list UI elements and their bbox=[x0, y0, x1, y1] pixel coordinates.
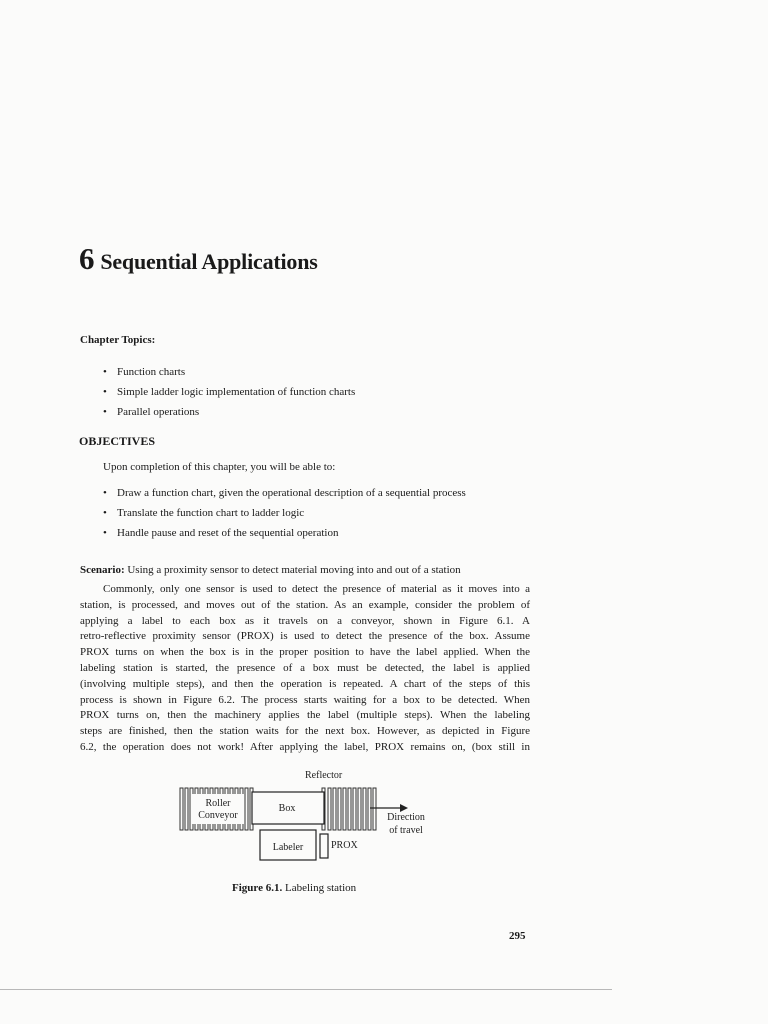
body-line: station, is processed, and moves out of the station. As an example, consider the problem of bbox=[80, 598, 530, 611]
objective-item: • Translate the function chart to ladder logic bbox=[103, 507, 305, 519]
body-line: Commonly, only one sensor is used to detect the presence of material as it moves into a bbox=[103, 583, 530, 595]
bottom-divider bbox=[0, 989, 612, 990]
roller-label: Roller bbox=[205, 798, 231, 809]
body-line: retro-reflective proximity sensor (PROX) is used to detect the presence of the box. Assume bbox=[80, 630, 530, 643]
arrow-head-icon bbox=[400, 804, 408, 812]
right-rollers bbox=[328, 788, 376, 830]
figure-caption-text: Labeling station bbox=[284, 882, 357, 894]
objectives-intro: Upon completion of this chapter, you will be able to: bbox=[103, 461, 336, 473]
chapter-topics-list bbox=[103, 362, 355, 422]
objective-item: • Draw a function chart, given the operational description of a sequential process bbox=[103, 487, 466, 499]
prox-shape bbox=[320, 834, 328, 858]
labeler-label: Labeler bbox=[272, 842, 304, 853]
prox-label: PROX bbox=[331, 840, 358, 851]
topic-item: • Function charts bbox=[103, 366, 186, 378]
body-paragraph bbox=[80, 582, 530, 756]
body-line: labeling station is started, the presence of a box must be detected, the label is applied bbox=[80, 661, 530, 674]
topic-item: • Parallel operations bbox=[103, 406, 200, 418]
reflector-label: Reflector bbox=[305, 770, 343, 781]
figure-caption bbox=[232, 882, 356, 894]
scenario-text: Using a proximity sensor to detect material moving into and out of a station bbox=[127, 564, 461, 576]
chapter-title bbox=[79, 241, 318, 277]
body-line: PROX turns on when the box is in the proper position to have the label applied. When the bbox=[80, 646, 530, 659]
body-line: applying a label to each box as it travels on a conveyor, shown in Figure 6.1. A bbox=[80, 614, 530, 627]
scenario-label: Scenario: bbox=[80, 564, 125, 576]
figure-caption-label: Figure 6.1. bbox=[232, 882, 283, 894]
chapter-topics-heading: Chapter Topics: bbox=[80, 334, 156, 346]
chapter-number: 6 bbox=[79, 241, 95, 276]
body-line: process is shown in Figure 6.2. The process starts waiting for a box to be detected. When bbox=[80, 693, 530, 706]
body-line: 6.2, the operation does not work! After applying the label, PROX remains on, (box still in bbox=[80, 740, 530, 753]
body-line: PROX turns on, then the machinery applies the label (multiple steps). When the labeling bbox=[80, 709, 530, 722]
objective-item: • Handle pause and reset of the sequential operation bbox=[103, 527, 339, 539]
scenario-line bbox=[80, 564, 461, 576]
objectives-list bbox=[103, 483, 466, 543]
topic-item: • Simple ladder logic implementation of function charts bbox=[103, 386, 356, 398]
of-travel-label: of travel bbox=[389, 825, 423, 836]
objectives-heading: OBJECTIVES bbox=[79, 434, 156, 448]
box-label: Box bbox=[278, 803, 296, 814]
direction-label: Direction bbox=[387, 812, 425, 823]
body-line: (involving multiple steps), and then the operation is repeated. A chart of the steps of this bbox=[80, 677, 530, 690]
conveyor-label: Conveyor bbox=[198, 810, 238, 821]
chapter-title-text: Sequential Applications bbox=[100, 249, 318, 274]
body-line: steps are finished, then the station waits for the next box. However, as depicted in Figure bbox=[80, 725, 530, 738]
page-number: 295 bbox=[509, 930, 526, 942]
labeling-station-figure bbox=[170, 764, 460, 874]
